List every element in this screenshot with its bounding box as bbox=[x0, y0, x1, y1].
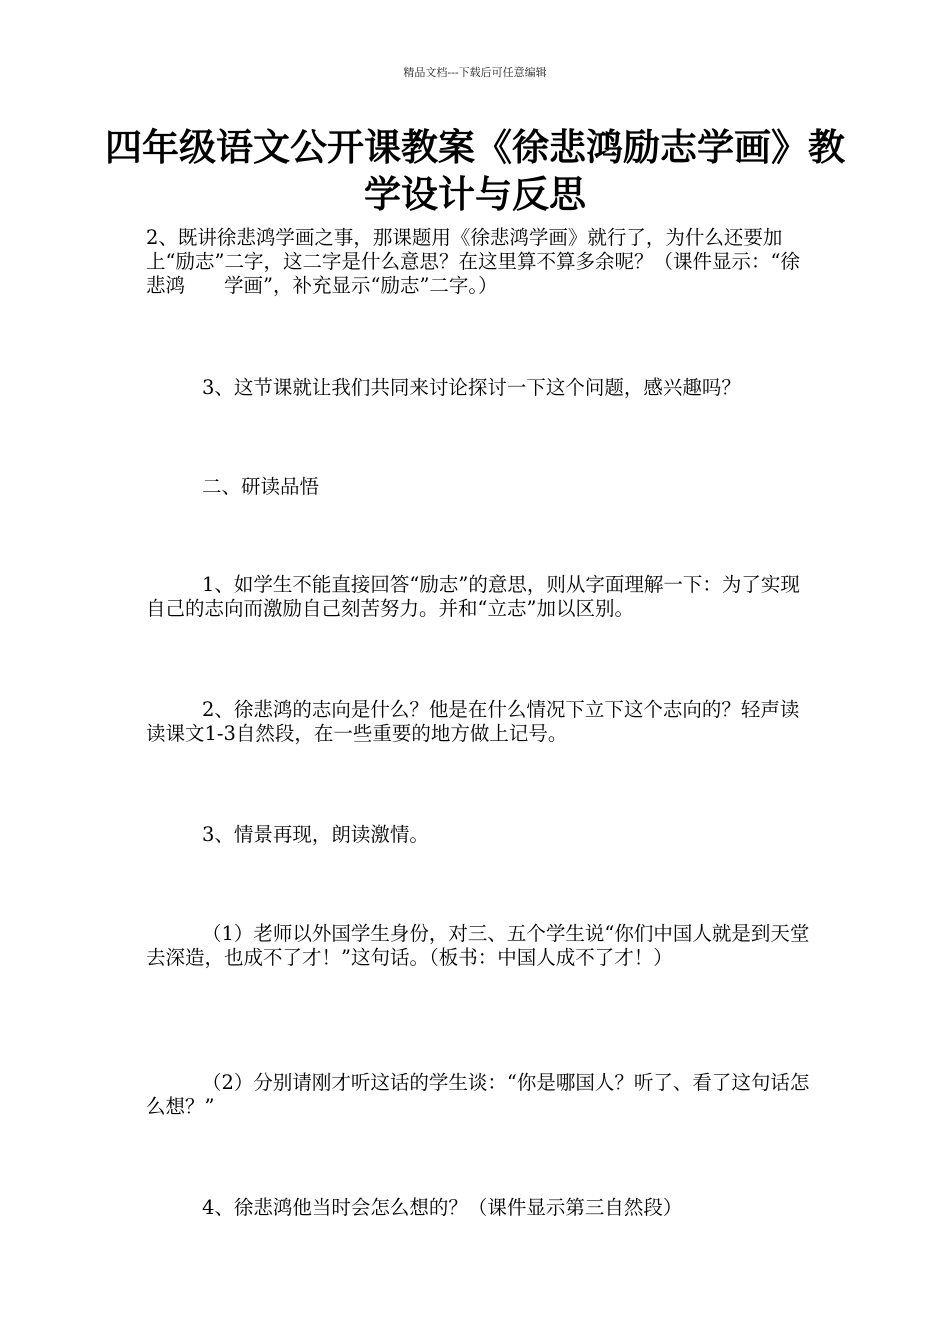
page-header-note: 精品文档---下载后可任意编辑 bbox=[403, 66, 547, 79]
paragraph-scene-reenact: 3、情景再现，朗读激情。 bbox=[202, 823, 429, 846]
paragraph-xu-thoughts: 4、徐悲鸿他当时会怎么想的？（课件显示第三自然段） bbox=[202, 1196, 683, 1219]
paragraph-teacher-roleplay: （1）老师以外国学生身份，对三、五个学生说“你们中国人就是到天堂去深造，也成不了才！”这句话。（板书：中国人成不了才！） bbox=[146, 922, 810, 969]
paragraph-discussion: 3、这节课就让我们共同来讨论探讨一下这个问题，感兴趣吗？ bbox=[202, 376, 741, 399]
paragraph-aspiration: 2、徐悲鸿的志向是什么？他是在什么情况下立下这个志向的？轻声读读课文1-3自然段，在一些重要的地方做上记号。 bbox=[146, 698, 800, 745]
section-heading-study: 二、研读品悟 bbox=[202, 475, 320, 498]
paragraph-meaning: 1、如学生不能直接回答“励志”的意思，则从字面理解一下：为了实现自己的志向而激励自己刻苦努力。并和“立志”加以区别。 bbox=[146, 573, 800, 620]
document-title: 四年级语文公开课教案《徐悲鸿励志学画》教学设计与反思 bbox=[105, 126, 845, 216]
paragraph-student-response: （2）分别请刚才听这话的学生谈：“你是哪国人？听了、看了这句话怎么想？” bbox=[146, 1071, 810, 1118]
paragraph-intro-question: 2、既讲徐悲鸿学画之事，那课题用《徐悲鸿学画》就行了，为什么还要加上“励志”二字，这二字是什么意思？在这里算不算多余呢？（课件显示：“徐悲鸿 学画”，补充显示“励志”二字。） bbox=[146, 226, 800, 297]
